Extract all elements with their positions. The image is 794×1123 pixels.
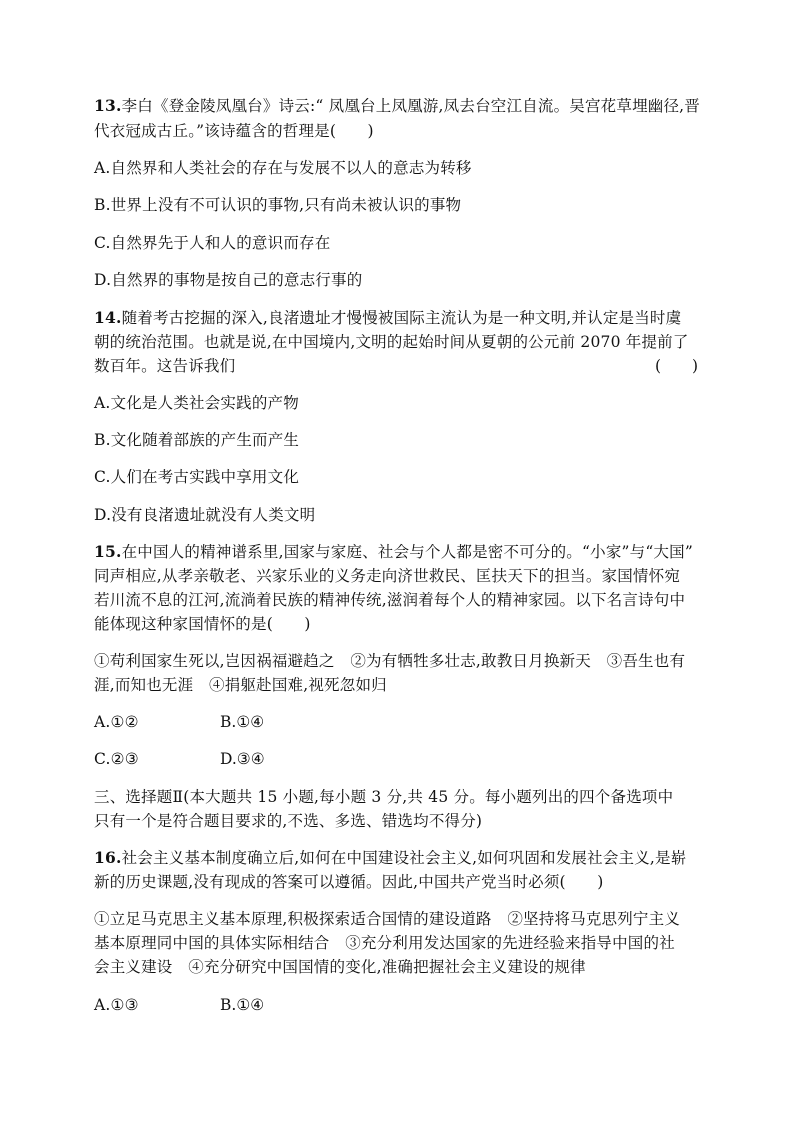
q14-stem-line-1: [94, 308, 681, 328]
q15-option-d: D.③④: [220, 750, 265, 768]
q15-stem-text-1: 在中国人的精神谱系里,国家与家庭、社会与个人都是密不可分的。“小家”与“大国”: [121, 543, 694, 561]
q15-option-a: A.①②: [94, 713, 139, 731]
q13-option-a: A.自然界和人类社会的存在与发展不以人的意志为转移: [94, 159, 472, 177]
q13-stem-line-1: [94, 96, 700, 116]
q13-stem-text-1: 李白《登金陵凤凰台》诗云:“ 凤凰台上凤凰游,凤去台空江自流。吴宫花草埋幽径,晋: [121, 97, 701, 115]
q15-option-b: B.①④: [220, 713, 265, 731]
q15-items-line-1: ①苟利国家生死以,岂因祸福避趋之 ②为有牺牲多壮志,敢教日月换新天 ③吾生也有: [94, 652, 686, 670]
q15-stem-line-4: 能体现这种家国情怀的是( ): [94, 615, 311, 633]
q16-items-line-1: ①立足马克思主义基本原理,积极探索适合国情的建设道路 ②坚持将马克思列宁主义: [94, 910, 681, 928]
q15-stem-line-1: [94, 542, 693, 562]
q15-items-line-2: 涯,而知也无涯 ④捐躯赴国难,视死忽如归: [94, 676, 387, 694]
q16-option-a: A.①③: [94, 996, 139, 1014]
q16-number: 16.: [94, 848, 122, 867]
q14-stem-line-2: 朝的统治范围。也就是说,在中国境内,文明的起始时间从夏朝的公元前 2070 年提前了: [94, 333, 689, 351]
q13-number: 13.: [94, 96, 122, 115]
q13-option-b: B.世界上没有不可认识的事物,只有尚未被认识的事物: [94, 196, 462, 214]
q16-items-line-2: 基本原理同中国的具体实际相结合 ③充分利用发达国家的先进经验来指导中国的社: [94, 934, 675, 952]
q13-stem-line-2: 代衣冠成古丘。”该诗蕴含的哲理是( ): [94, 122, 374, 140]
q14-stem-line-3: 数百年。这告诉我们: [94, 357, 236, 375]
q14-stem-text-1: 随着考古挖掘的深入,良渚遗址才慢慢被国际主流认为是一种文明,并认定是当时虞: [121, 309, 682, 327]
q14-option-a: A.文化是人类社会实践的产物: [94, 394, 299, 412]
q14-option-c: C.人们在考古实践中享用文化: [94, 468, 300, 486]
q14-number: 14.: [94, 308, 122, 327]
q16-option-b: B.①④: [220, 996, 265, 1014]
q16-stem-line-2: 新的历史课题,没有现成的答案可以遵循。因此,中国共产党当时必须( ): [94, 873, 604, 891]
section-heading-line-2: 只有一个是符合题目要求的,不选、多选、错选均不得分): [94, 812, 483, 830]
q16-items-line-3: 会主义建设 ④充分研究中国国情的变化,准确把握社会主义建设的规律: [94, 958, 586, 976]
q16-stem-text-1: 社会主义基本制度确立后,如何在中国建设社会主义,如何巩固和发展社会主义,是崭: [121, 849, 687, 867]
q15-option-c: C.②③: [94, 750, 139, 768]
q15-number: 15.: [94, 542, 122, 561]
section-heading-line-1: 三、选择题Ⅱ(本大题共 15 小题,每小题 3 分,共 45 分。每小题列出的四个备选项中: [94, 788, 674, 806]
q14-answer-parens: ( ): [655, 357, 699, 375]
q14-option-d: D.没有良渚遗址就没有人类文明: [94, 506, 316, 524]
q14-option-b: B.文化随着部族的产生而产生: [94, 431, 300, 449]
q13-option-c: C.自然界先于人和人的意识而存在: [94, 234, 331, 252]
q16-stem-line-1: [94, 848, 686, 868]
q15-stem-line-3: 若川流不息的江河,流淌着民族的精神传统,滋润着每个人的精神家园。以下名言诗句中: [94, 591, 686, 609]
q13-option-d: D.自然界的事物是按自己的意志行事的: [94, 271, 363, 289]
q15-stem-line-2: 同声相应,从孝亲敬老、兴家乐业的义务走向济世救民、匡扶天下的担当。家国情怀宛: [94, 567, 681, 585]
